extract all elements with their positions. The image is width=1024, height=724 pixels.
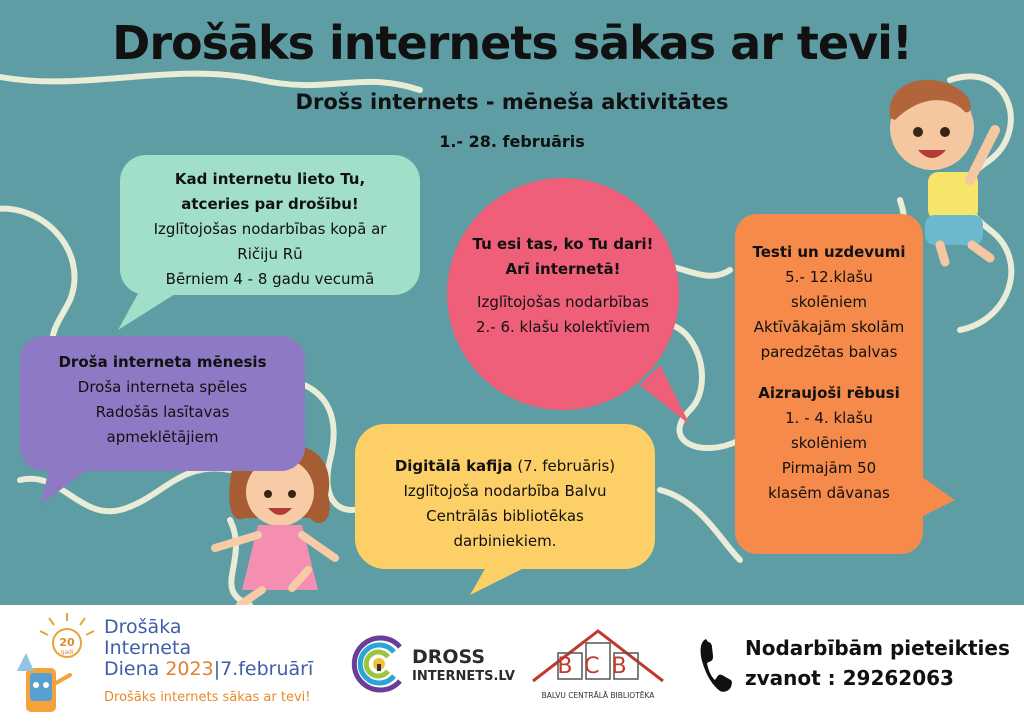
bubble-line: paredzētas balvas (760, 343, 898, 361)
bubble-line: Ričiju Rū (237, 245, 303, 263)
bubble-line: Pirmajām 50 (781, 459, 877, 477)
library-logo-letters: BCB (557, 654, 639, 679)
bubble-heading: Droša interneta mēnesis (58, 353, 267, 371)
bubble-line: Izglītojoša nodarbība Balvu (403, 482, 607, 500)
bubble-heading: Arī internetā! (505, 260, 621, 278)
bubble-line: apmeklētājiem (106, 428, 219, 446)
sid-logo-line: Interneta (104, 637, 192, 659)
footer-bar (0, 605, 1024, 724)
bubble-heading-row (355, 454, 655, 479)
bubble-heading: Tu esi tas, ko Tu dari! (472, 235, 654, 253)
sid-logo-year: 2023 (165, 658, 214, 680)
bubble-you-are-what-you-do (447, 178, 679, 410)
bubble-line: Aktīvākajām skolām (753, 318, 905, 336)
bubble-line: 5.- 12.klašu (785, 268, 873, 286)
bubble-heading-date: (7. februāris) (512, 457, 616, 475)
sid-logo-line (104, 659, 313, 680)
poster-dates: 1.- 28. februāris (439, 132, 585, 151)
badge-word: gadi (60, 649, 74, 656)
library-logo-caption: BALVU CENTRĀLĀ BIBLIOTĒKA (541, 691, 655, 700)
bubble-line: 1. - 4. klašu (785, 409, 873, 427)
bubble-line: darbiniekiem. (453, 532, 557, 550)
bubble-heading: Digitālā kafija (394, 457, 513, 475)
phone-icon (698, 635, 734, 695)
balvu-library-logo (528, 623, 668, 707)
bubble-line: Droša interneta spēles (77, 378, 248, 396)
bubble-digital-coffee (355, 424, 655, 569)
bubble-line: klasēm dāvanas (768, 484, 890, 502)
sid-logo-text (104, 617, 313, 680)
bubble-line: Centrālās bibliotēkas (426, 507, 584, 525)
sid-mascot-icon (12, 613, 102, 718)
bubble-heading: Kad internetu lieto Tu, (174, 170, 366, 188)
bubble-line: Izglītojošas nodarbības (477, 293, 649, 311)
sid-logo (12, 613, 342, 718)
poster-subtitle: Drošs internets - mēneša aktivitātes (295, 90, 729, 114)
contact-line: Nodarbībām pieteikties (745, 636, 1010, 660)
bubble-line: Radošās lasītavas (95, 403, 230, 421)
dross-logo-line: INTERNETS.LV (412, 669, 515, 684)
dross-logo-line: DROSS (412, 646, 486, 668)
dross-logo-icon (350, 635, 408, 693)
contact-phone[interactable]: zvanot : 29262063 (745, 666, 954, 690)
contact-block (698, 633, 1018, 703)
dross-internets-logo (350, 635, 520, 699)
bubble-line: skolēniem (790, 434, 868, 452)
bubble-line: 2.- 6. klašu kolektīviem (475, 318, 651, 336)
bubble-line: Bērniem 4 - 8 gadu vecumā (165, 270, 375, 288)
bubble-heading: Testi un uzdevumi (752, 243, 906, 261)
sid-logo-word: Diena (104, 658, 166, 680)
bubble-line: Izglītojošas nodarbības kopā ar (153, 220, 387, 238)
bubble-heading: Aizraujoši rēbusi (758, 384, 900, 402)
sid-logo-slogan: Drošāks internets sākas ar tevi! (104, 690, 311, 705)
bubble-safe-internet-month (20, 336, 305, 471)
bubble-safety-lessons (120, 155, 420, 295)
sid-logo-line: Drošāka (104, 616, 182, 638)
sid-logo-date: |7.februārī (213, 658, 314, 680)
bubble-line: skolēniem (790, 293, 868, 311)
dross-logo-text (412, 647, 515, 687)
bubble-tests-and-puzzles (735, 214, 923, 554)
library-logo-icon (528, 623, 668, 691)
poster-title: Drošāks internets sākas ar tevi! (112, 16, 912, 70)
contact-text (745, 633, 1010, 693)
bubble-heading: atceries par drošību! (181, 195, 359, 213)
badge-number: 20 (59, 636, 75, 649)
